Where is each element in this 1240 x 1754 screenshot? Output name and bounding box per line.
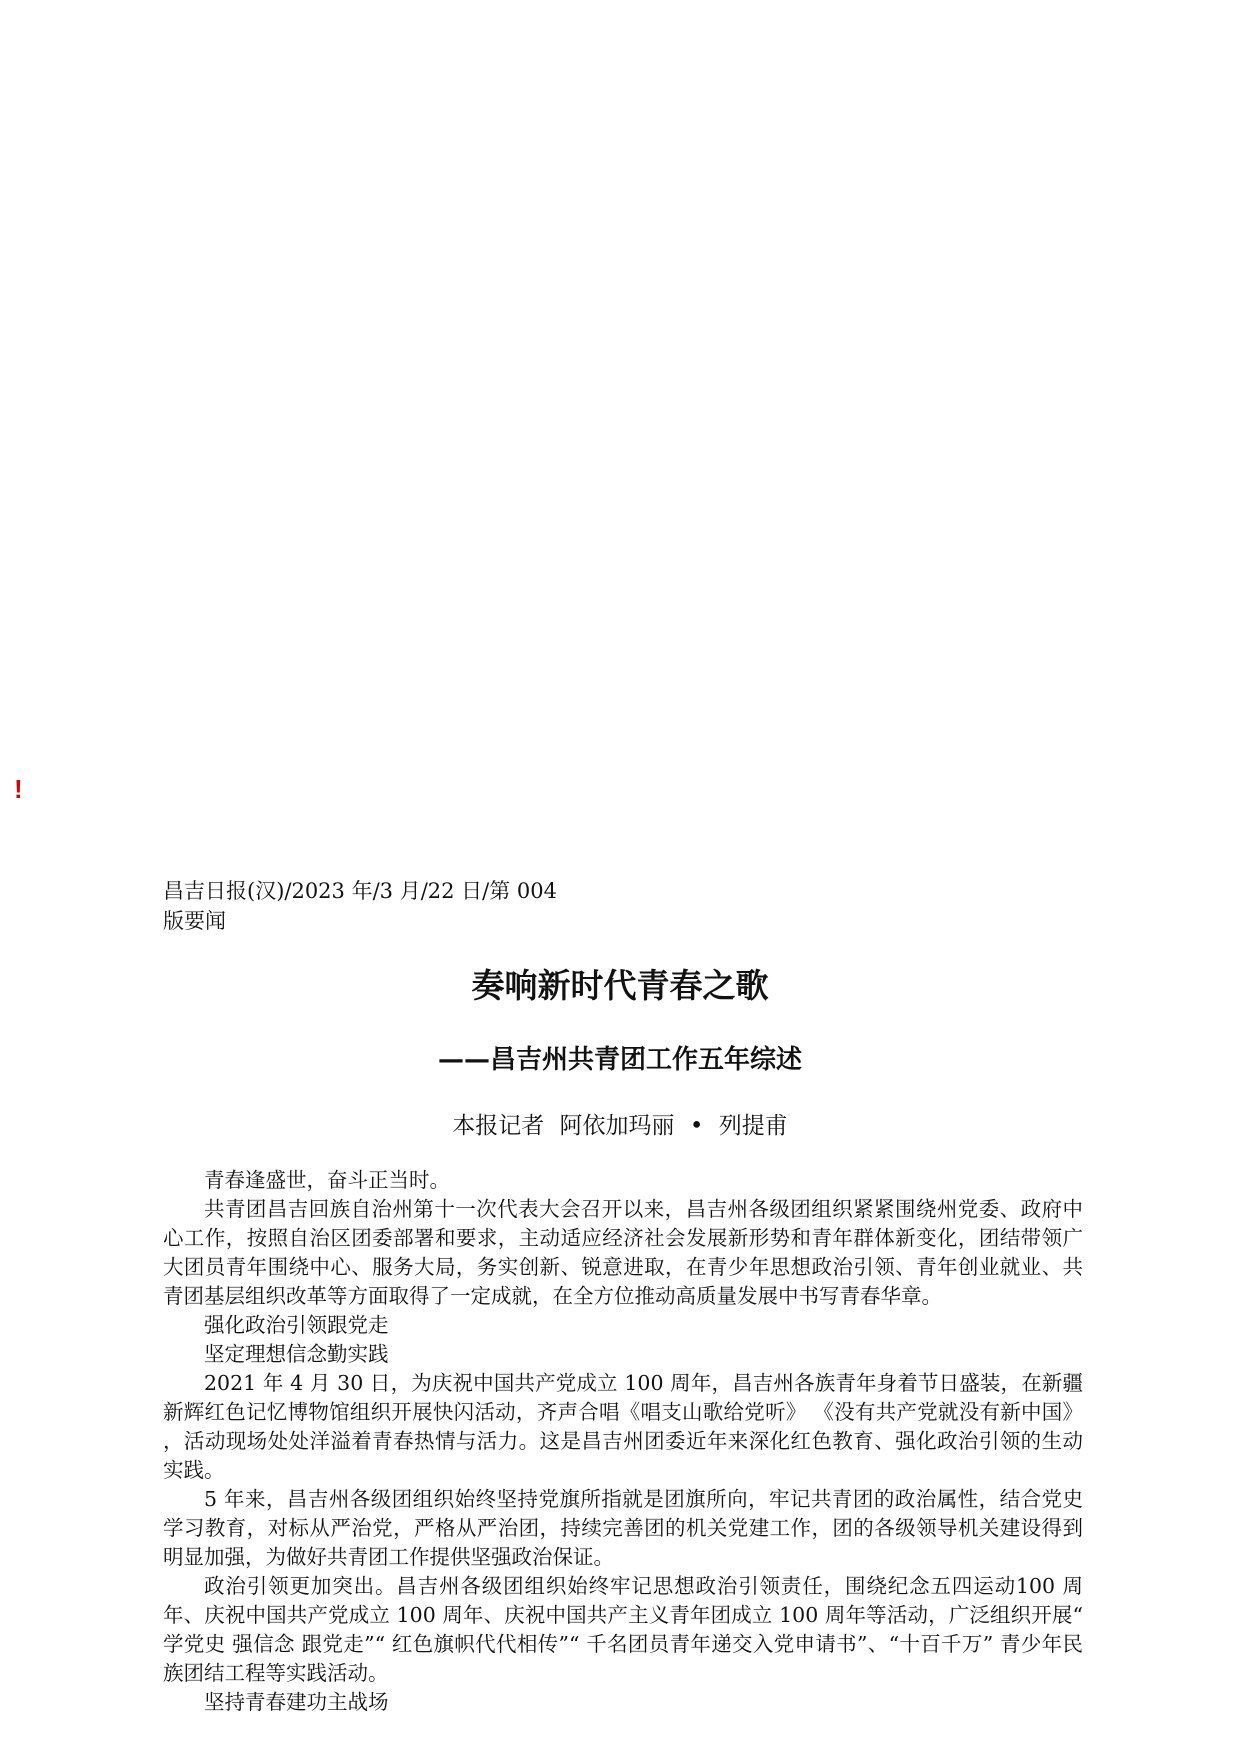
publication-info-line: 昌吉日报(汉)/2023 年/3 月/22 日/第 004: [163, 879, 557, 903]
section-heading: 坚持青春建功主战场: [204, 1690, 389, 1714]
article-title: 奏响新时代青春之歌: [471, 966, 769, 1005]
article-body: [163, 1166, 1083, 1717]
paragraph: 2021 年 4 月 30 日，为庆祝中国共产党成立 100 周年，昌吉州各族青年身着节日盛装，在新疆新辉红色记忆博物馆组织开展快闪活动，齐声合唱《唱支山歌给党听》 《没有共产党就没有新中国》 ，活动现场处处洋溢着青春热情与活力。这是昌吉州团委近年来深化红色教育、强化政治引领的生动实践。: [163, 1371, 1083, 1482]
paragraph: 政治引领更加突出。昌吉州各级团组织始终牢记思想政治引领责任，围绕纪念五四运动100 周年、庆祝中国共产党成立 100 周年、庆祝中国共产主义青年团成立 100 周年等活动，广泛组织开展“ 学党史 强信念 跟党走”“ 红色旗帜代代相传”“ 千名团员青年递交入党申请书”、“十百千万” 青少年民族团结工程等实践活动。: [163, 1574, 1083, 1685]
publication-info-line: 版要闻: [163, 909, 226, 933]
article-subtitle: ——昌吉州共青团工作五年综述: [437, 1045, 802, 1075]
publication-info: [163, 876, 583, 936]
section-heading: 强化政治引领跟党走: [204, 1313, 389, 1337]
paragraph: 青春逢盛世，奋斗正当时。: [204, 1168, 450, 1192]
section-heading: 坚定理想信念勤实践: [204, 1342, 389, 1366]
paragraph: 共青团昌吉回族自治州第十一次代表大会召开以来，昌吉州各级团组织紧紧围绕州党委、政府中心工作，按照自治区团委部署和要求，主动适应经济社会发展新形势和青年群体新变化，团结带领广大团员青年围绕中心、服务大局，务实创新、锐意进取，在青少年思想政治引领、青年创业就业、共青团基层组织改革等方面取得了一定成就，在全方位推动高质量发展中书写青春华章。: [163, 1197, 1083, 1308]
article-byline: 本报记者 阿依加玛丽 • 列提甫: [452, 1113, 788, 1139]
paragraph: 5 年来，昌吉州各级团组织始终坚持党旗所指就是团旗所向，牢记共青团的政治属性，结合党史学习教育，对标从严治党，严格从严治团，持续完善团的机关党建工作，团的各级领导机关建设得到明显加强，为做好共青团工作提供坚强政治保证。: [163, 1487, 1083, 1569]
red-exclamation-mark: !: [14, 774, 23, 804]
